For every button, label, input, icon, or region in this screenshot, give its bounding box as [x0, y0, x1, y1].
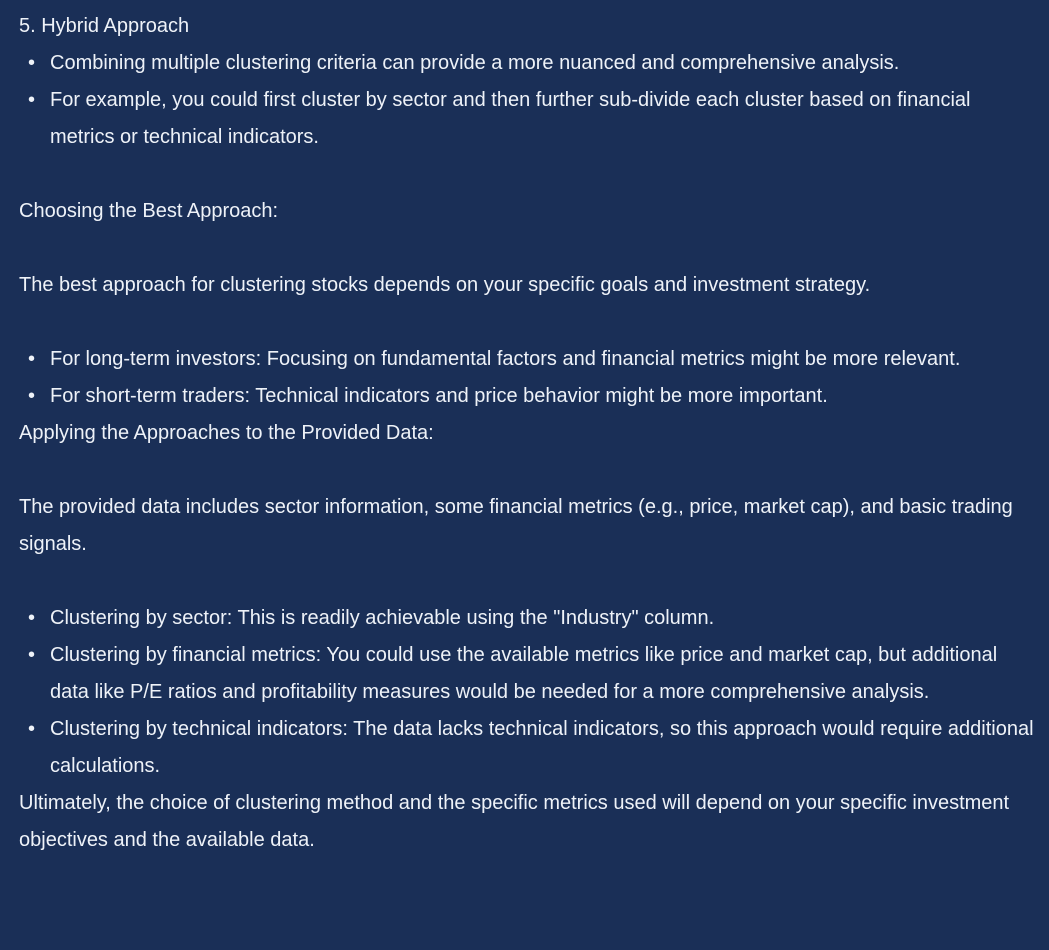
list-item: • For example, you could first cluster by sector and then further sub-divide each cluster based on financial metrics or technical indicators.	[19, 82, 1035, 156]
list-item: • Clustering by technical indicators: The data lacks technical indicators, so this approach would require additional calculations.	[19, 711, 1035, 785]
section-heading-applying: Applying the Approaches to the Provided Data:	[19, 422, 434, 444]
spacer	[19, 304, 1020, 341]
spacer	[19, 452, 1020, 489]
list-item: • Clustering by sector: This is readily achievable using the "Industry" column.	[19, 600, 1035, 637]
section-heading-choosing: Choosing the Best Approach:	[19, 200, 279, 222]
section-heading-hybrid: 5. Hybrid Approach	[19, 15, 190, 37]
applying-bullet-list	[19, 600, 1034, 785]
choosing-bullet-list	[19, 341, 1020, 415]
list-item: • For long-term investors: Focusing on fundamental factors and financial metrics might be more relevant.	[19, 341, 1035, 378]
choosing-intro-paragraph: The best approach for clustering stocks depends on your specific goals and investment strategy.	[19, 274, 871, 296]
spacer	[19, 230, 1020, 267]
spacer	[19, 156, 1020, 193]
spacer	[19, 563, 1020, 600]
conclusion-paragraph: Ultimately, the choice of clustering method and the specific metrics used will depend on your specific investment objectives and the available data.	[19, 792, 1010, 851]
list-item: • For short-term traders: Technical indicators and price behavior might be more important.	[19, 378, 1035, 415]
list-item: • Clustering by financial metrics: You could use the available metrics like price and market cap, but additional data like P/E ratios and profitability measures would be needed for a more comprehensive analysis.	[19, 637, 1035, 711]
list-item: • Combining multiple clustering criteria can provide a more nuanced and comprehensive analysis.	[19, 45, 1035, 82]
hybrid-bullet-list	[19, 45, 1020, 156]
applying-intro-paragraph: The provided data includes sector information, some financial metrics (e.g., price, market cap), and basic trading signals.	[19, 496, 1013, 555]
